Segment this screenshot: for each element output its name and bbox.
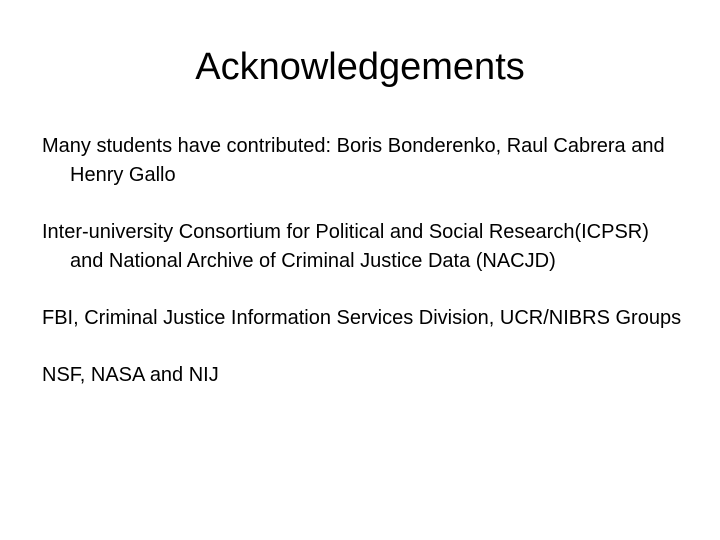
list-item-students: Many students have contributed: Boris Bonderenko, Raul Cabrera and Henry Gallo [42,135,665,186]
slide-title: Acknowledgements [195,46,525,88]
acknowledgements-list [42,132,682,390]
list-item-icpsr: Inter-university Consortium for Political and Social Research(ICPSR) and National Archive of Criminal Justice Data (NACJD) [42,221,649,272]
list-item-funders: NSF, NASA and NIJ [42,364,219,386]
list-item-fbi: FBI, Criminal Justice Information Services Division, UCR/NIBRS Groups [42,307,682,329]
